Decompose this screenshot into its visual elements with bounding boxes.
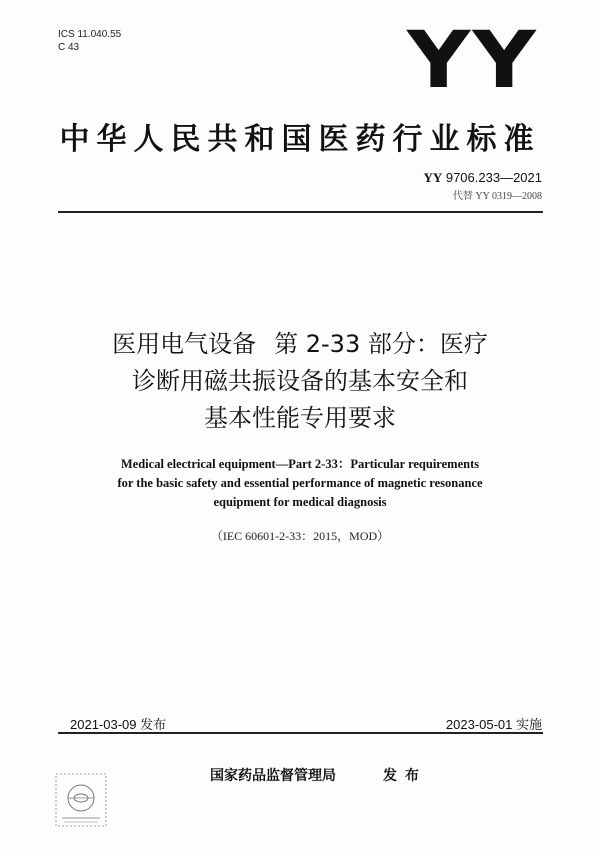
standard-number xyxy=(423,171,542,185)
top-divider xyxy=(58,211,543,213)
publication-date: 2021-03-09 发布 xyxy=(70,717,167,732)
classification-codes xyxy=(58,28,121,54)
english-title-line-2: for the basic safety and essential performance of magnetic resonance xyxy=(117,476,483,490)
iec-reference: （IEC 60601-2-33：2015，MOD） xyxy=(210,529,390,543)
chinese-title-line-3: 基本性能专用要求 xyxy=(204,404,396,432)
standard-category-title: 中华人民共和国医药行业标准 xyxy=(59,122,541,157)
english-title-line-1: Medical electrical equipment—Part 2-33：Particular requirements xyxy=(120,457,480,471)
yy-logo: YY xyxy=(406,16,538,106)
chinese-title-line-1-part-1: 医用电气设备 xyxy=(112,330,257,358)
bottom-divider xyxy=(58,732,543,734)
standard-number-prefix: YY xyxy=(423,170,443,185)
ccs-code: C 43 xyxy=(58,42,80,53)
english-title xyxy=(30,455,570,512)
ics-code: ICS 11.040.55 xyxy=(58,29,122,40)
english-title-line-3: equipment for medical diagnosis xyxy=(213,495,387,509)
seal-stamp-icon xyxy=(54,772,108,828)
standard-number-value: 9706.233—2021 xyxy=(445,170,542,185)
replaces-standard: 代替 YY 0319—2008 xyxy=(452,191,542,202)
chinese-title-line-1-part-2: 第 2-33 部分：医疗 xyxy=(274,330,488,358)
chinese-title-line-1 xyxy=(40,326,560,363)
issue-label: 发布 xyxy=(383,768,427,784)
implementation-date: 2023-05-01 实施 xyxy=(445,717,542,732)
chinese-title-line-2: 诊断用磁共振设备的基本安全和 xyxy=(132,367,468,395)
issuing-authority: 国家药品监督管理局 xyxy=(210,768,336,784)
chinese-title xyxy=(40,326,560,437)
